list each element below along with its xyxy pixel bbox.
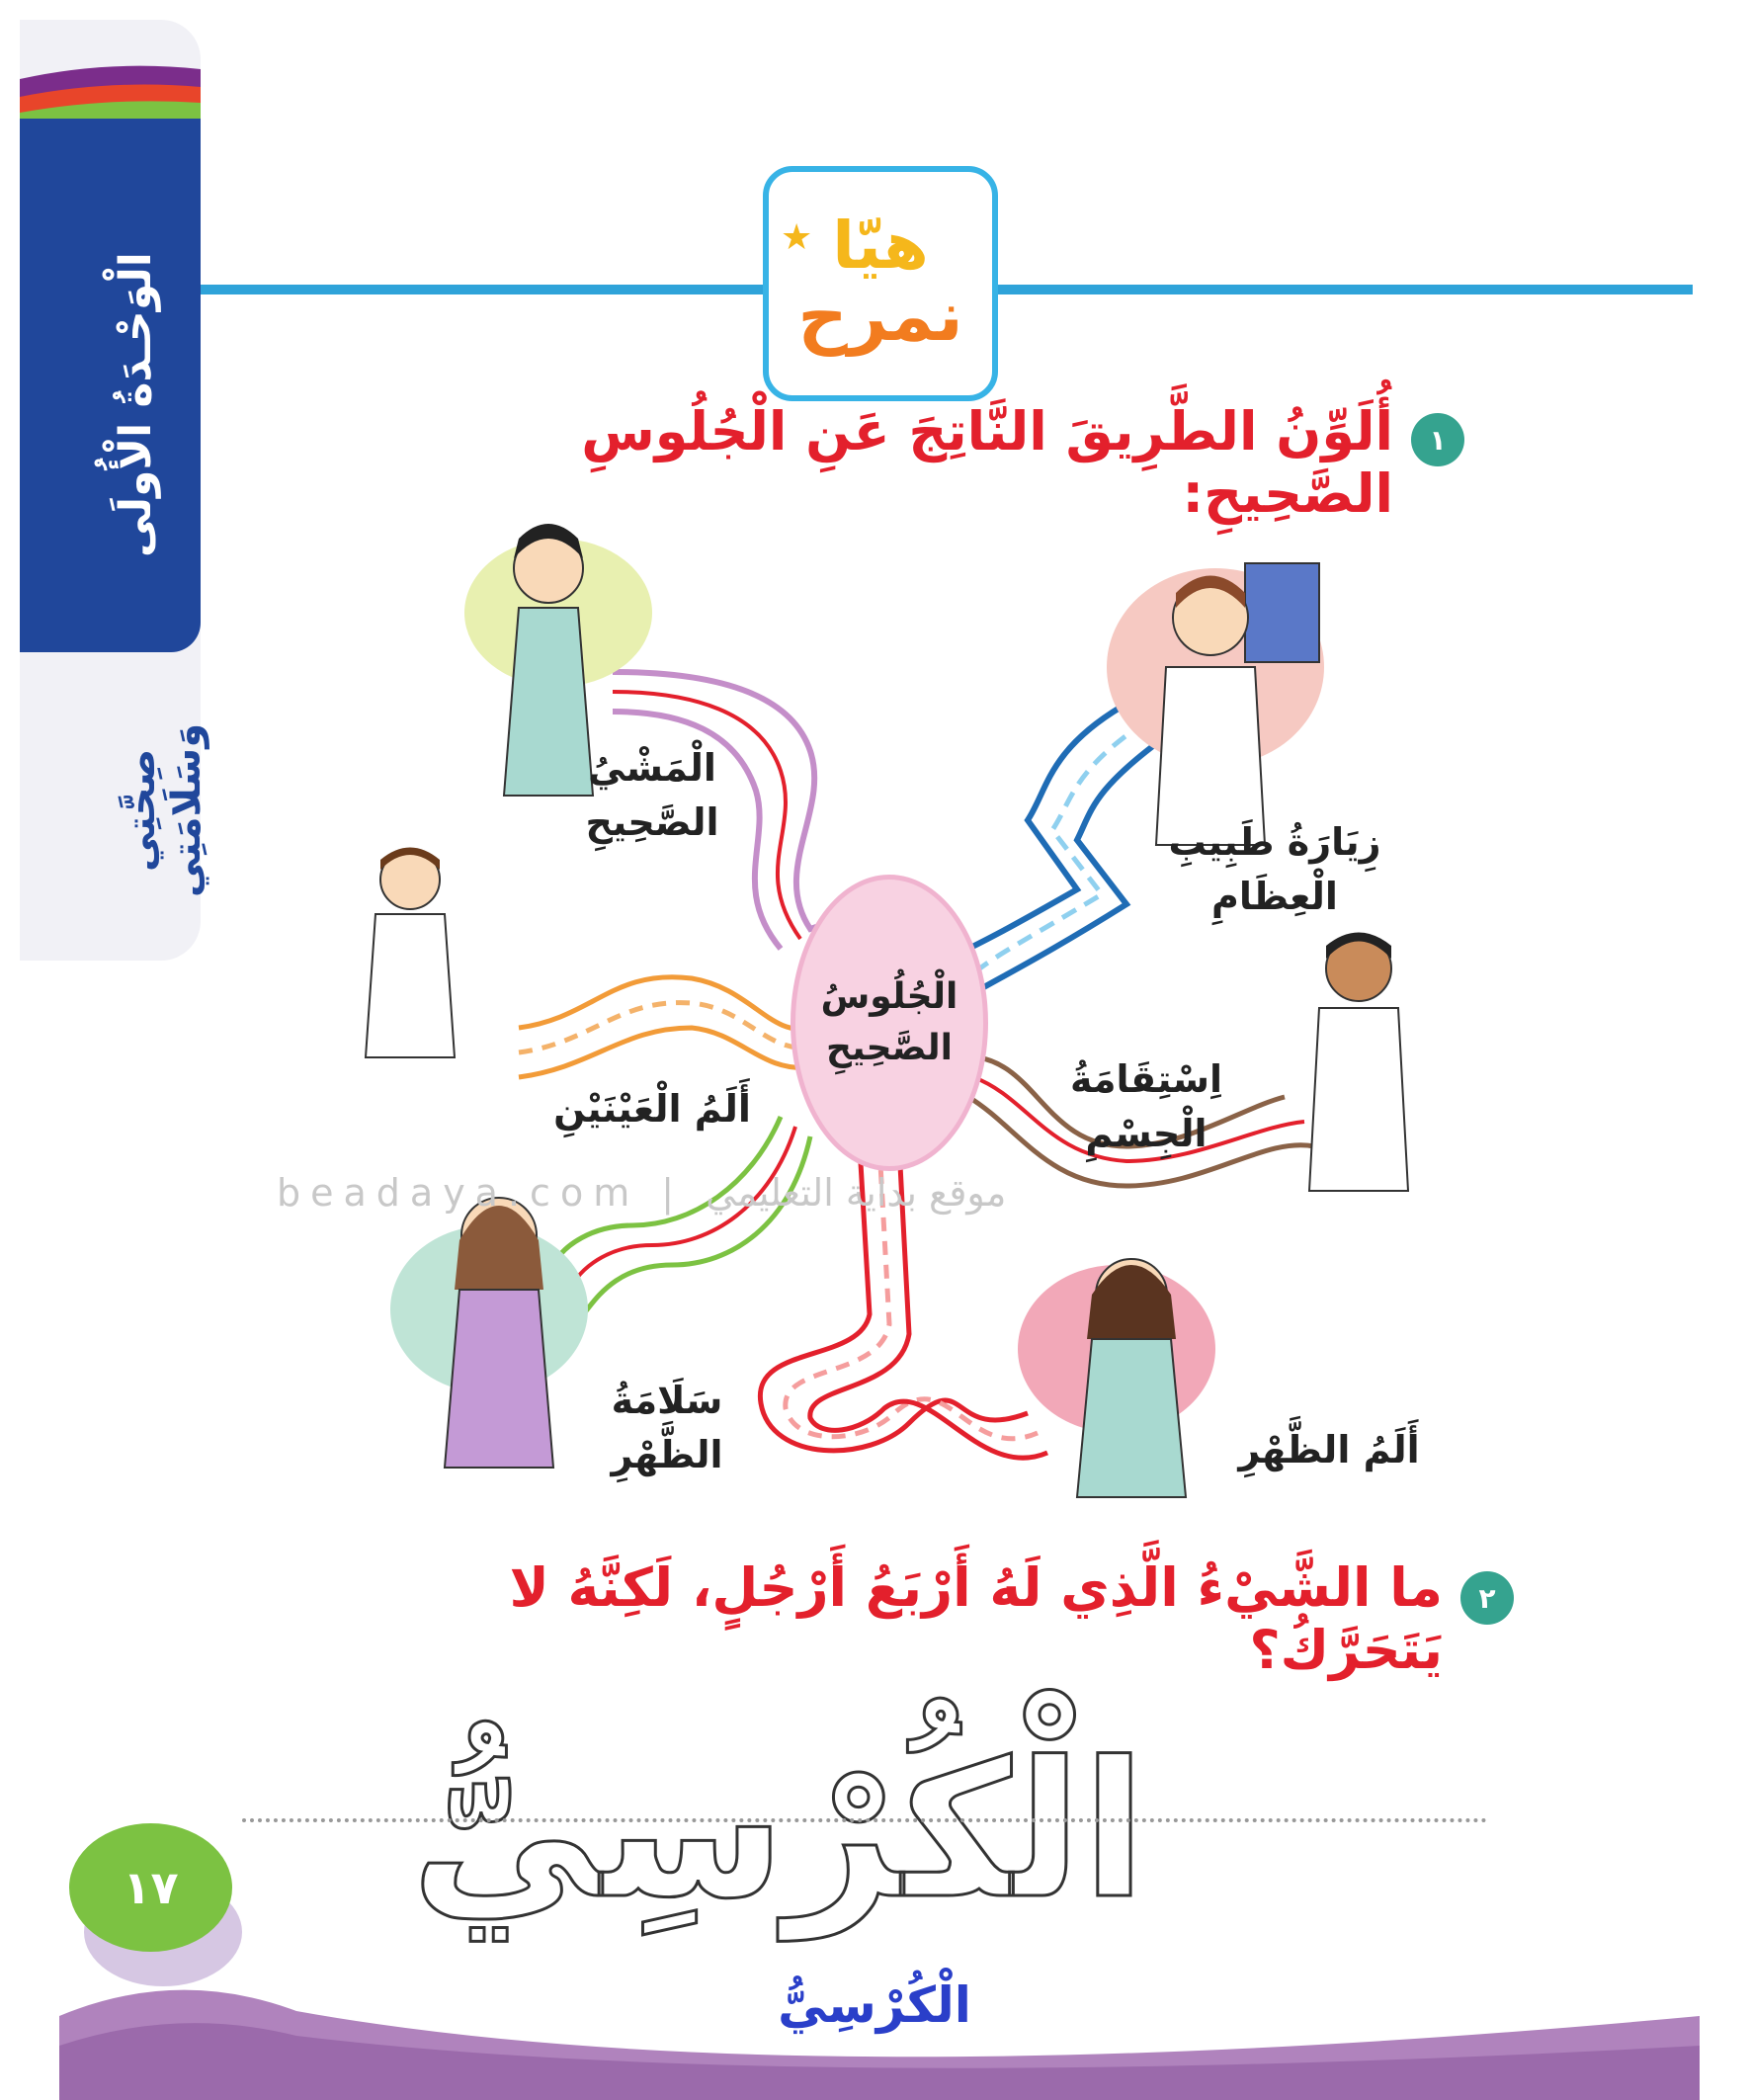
question-1-text: أُلَوِّنُ الطَّرِيقَ النَّاتِجَ عَنِ الْجُلُوسِ الصَّحِيحِ: (581, 400, 1393, 525)
footer-wave (0, 1927, 1749, 2100)
question-2-text: ما الشَّيْءُ الَّذِي لَهُ أَرْبَعُ أَرْجُلٍ، لَكِنَّهُ لا يَتَحَرَّكُ؟ (509, 1556, 1443, 1681)
unit-title: الْوَحْـدَةُ الْأُولَى (111, 252, 161, 558)
posture-boy-figure (1294, 924, 1423, 1201)
answer-word: الْكُرْسِيُّ (778, 1976, 971, 2034)
question-2-number: ٢ (1460, 1571, 1514, 1625)
page-number: ١٧ (69, 1823, 232, 1952)
badge-line-2: نمرح (797, 275, 963, 357)
label-doctor: زِيَارَةُ طَبِيبِ الْعِظَامِ (1168, 820, 1381, 919)
label-correct-sitting: الْجُلُوسُ الصَّحِيحِ (820, 975, 958, 1068)
label-back-safety: سَلَامَةُ الظَّهْرِ (611, 1379, 723, 1477)
label-walking: الْمَشْيُ الصَّحِيحِ (585, 746, 719, 845)
writing-line (242, 1818, 1487, 1822)
eye-pain-boy-figure (346, 840, 474, 1067)
question-1-number: ١ (1411, 413, 1464, 466)
center-oval (791, 875, 988, 1171)
back-safety-girl-figure (425, 1181, 573, 1477)
traced-answer[interactable]: الْكُرْسِيُّ (410, 1722, 1146, 1940)
label-posture: اِسْتِقَامَةُ الْجِسْمِ (1069, 1057, 1223, 1156)
label-back-pain: أَلَمُ الظَّهْرِ (1238, 1428, 1420, 1471)
badge-line-1: هيّا (832, 207, 929, 284)
doctor-figure (1136, 558, 1334, 855)
label-eyes: أَلَمُ الْعَيْنَيْنِ (553, 1087, 751, 1131)
watermark: beadaya.com | موقع بداية التعليمي (277, 1171, 1007, 1215)
star-icon: ★ (781, 217, 813, 258)
back-pain-girl-figure (1038, 1240, 1206, 1507)
subject-title: صِحَّتِي وَسَلَامَتِي (119, 722, 209, 898)
